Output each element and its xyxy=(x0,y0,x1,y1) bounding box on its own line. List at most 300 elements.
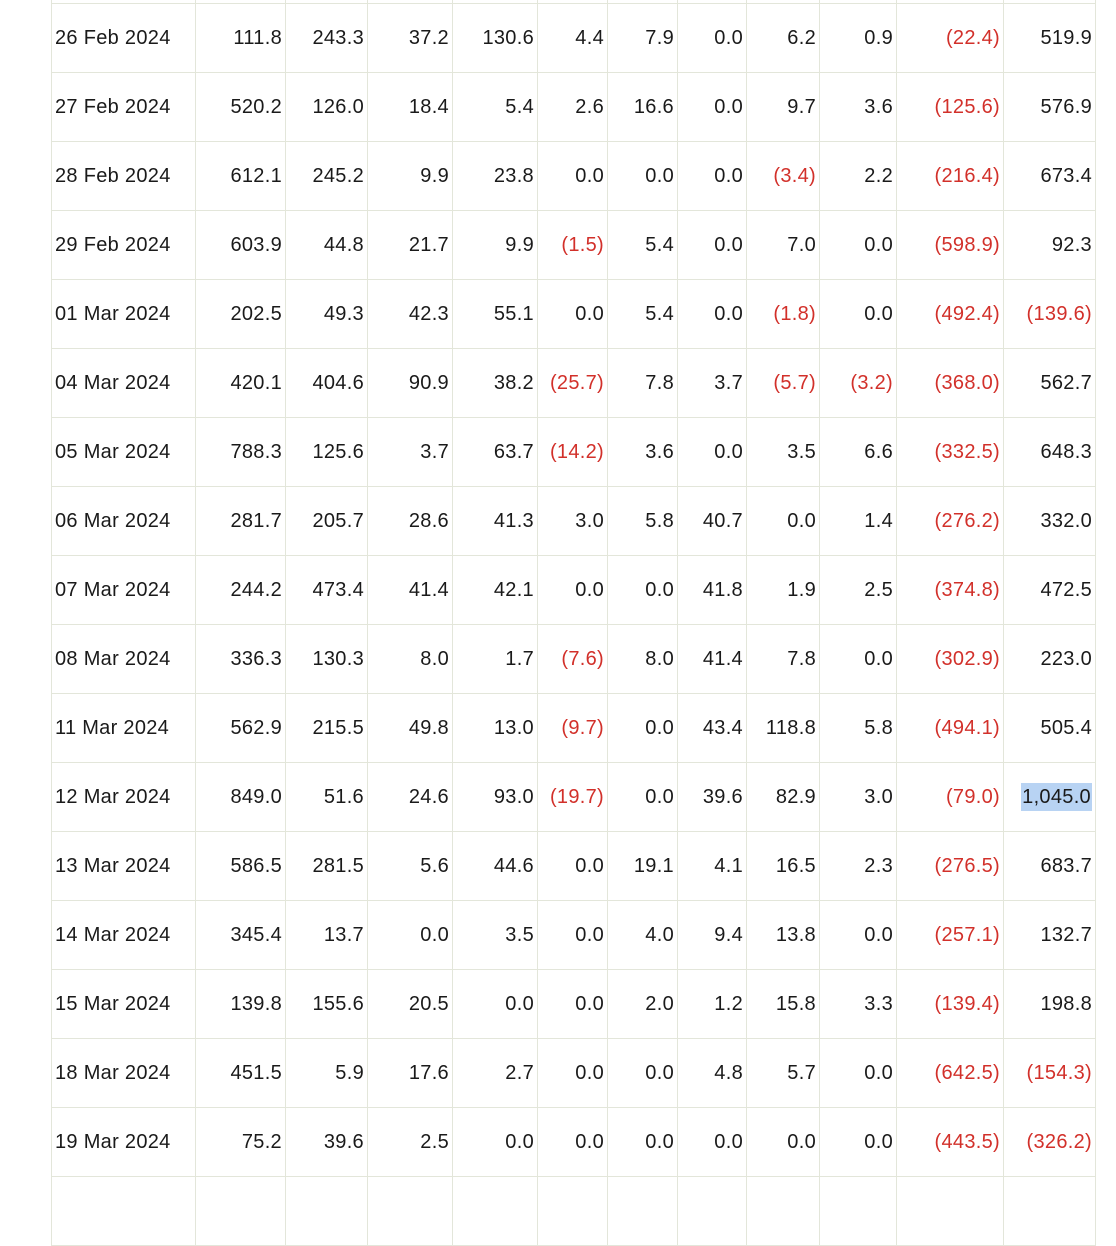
value-cell[interactable] xyxy=(678,418,747,487)
table-row xyxy=(52,970,1096,1039)
value-cell[interactable] xyxy=(678,1177,747,1246)
value-cell[interactable] xyxy=(678,556,747,625)
cell-value: 82.9 xyxy=(775,785,816,808)
cell-value: (326.2) xyxy=(1026,1130,1092,1153)
value-cell[interactable] xyxy=(196,625,286,694)
value-cell[interactable] xyxy=(196,901,286,970)
cell-value: 244.2 xyxy=(230,578,282,601)
value-cell[interactable] xyxy=(820,349,897,418)
value-cell[interactable] xyxy=(1004,73,1096,142)
value-cell[interactable] xyxy=(747,1177,820,1246)
value-cell[interactable] xyxy=(820,832,897,901)
value-cell[interactable] xyxy=(820,625,897,694)
value-cell[interactable] xyxy=(747,280,820,349)
value-cell[interactable] xyxy=(820,901,897,970)
value-cell[interactable] xyxy=(286,4,368,73)
value-cell[interactable] xyxy=(368,73,453,142)
value-cell[interactable] xyxy=(196,4,286,73)
value-cell[interactable] xyxy=(286,832,368,901)
value-cell[interactable] xyxy=(608,832,678,901)
cell-value: 4.4 xyxy=(575,26,604,49)
value-cell[interactable] xyxy=(368,556,453,625)
value-cell[interactable] xyxy=(608,1039,678,1108)
value-cell[interactable] xyxy=(538,418,608,487)
value-cell[interactable] xyxy=(368,418,453,487)
cell-value: 63.7 xyxy=(493,440,534,463)
cell-value: 586.5 xyxy=(230,854,282,877)
value-cell[interactable] xyxy=(538,832,608,901)
value-cell[interactable] xyxy=(747,625,820,694)
value-cell[interactable] xyxy=(608,142,678,211)
cell-value: (302.9) xyxy=(934,647,1000,670)
value-cell[interactable] xyxy=(747,418,820,487)
value-cell[interactable] xyxy=(747,73,820,142)
cell-value: 3.5 xyxy=(505,923,534,946)
cell-value: 16.5 xyxy=(775,854,816,877)
value-cell[interactable] xyxy=(196,73,286,142)
value-cell[interactable] xyxy=(1004,4,1096,73)
cell-value: 505.4 xyxy=(1040,716,1092,739)
value-cell[interactable] xyxy=(1004,1039,1096,1108)
date-cell[interactable]: 15 Mar 2024 xyxy=(52,970,196,1039)
value-cell[interactable] xyxy=(1004,556,1096,625)
value-cell[interactable] xyxy=(196,487,286,556)
value-cell[interactable] xyxy=(538,487,608,556)
cell-value: (1.8) xyxy=(773,302,816,325)
cell-value: 2.5 xyxy=(420,1130,449,1153)
value-cell[interactable] xyxy=(453,832,538,901)
cell-value: (25.7) xyxy=(549,371,604,394)
value-cell[interactable] xyxy=(453,1039,538,1108)
date-cell[interactable]: 19 Mar 2024 xyxy=(52,1108,196,1177)
value-cell[interactable] xyxy=(286,142,368,211)
cell-value: 9.9 xyxy=(420,164,449,187)
table-row xyxy=(52,901,1096,970)
value-cell[interactable] xyxy=(538,4,608,73)
value-cell[interactable] xyxy=(678,625,747,694)
value-cell[interactable] xyxy=(1004,349,1096,418)
value-cell[interactable] xyxy=(897,763,1004,832)
cell-value: 9.9 xyxy=(505,233,534,256)
cell-value: (9.7) xyxy=(561,716,604,739)
value-cell[interactable] xyxy=(453,280,538,349)
value-cell[interactable] xyxy=(1004,142,1096,211)
value-cell[interactable] xyxy=(747,211,820,280)
cell-value: 40.7 xyxy=(702,509,743,532)
value-cell[interactable] xyxy=(368,832,453,901)
value-cell[interactable] xyxy=(820,280,897,349)
value-cell[interactable] xyxy=(747,4,820,73)
value-cell[interactable] xyxy=(608,556,678,625)
value-cell[interactable] xyxy=(747,487,820,556)
value-cell[interactable] xyxy=(897,73,1004,142)
value-cell[interactable] xyxy=(368,280,453,349)
cell-value: 0.0 xyxy=(575,164,604,187)
date-cell[interactable]: 11 Mar 2024 xyxy=(52,694,196,763)
value-cell[interactable] xyxy=(368,1108,453,1177)
value-cell[interactable] xyxy=(1004,487,1096,556)
value-cell[interactable] xyxy=(1004,694,1096,763)
value-cell[interactable] xyxy=(608,4,678,73)
cell-value: 5.8 xyxy=(864,716,893,739)
value-cell[interactable] xyxy=(820,73,897,142)
value-cell[interactable] xyxy=(538,1177,608,1246)
selected-value-cell[interactable] xyxy=(1004,763,1096,832)
date-cell[interactable]: 08 Mar 2024 xyxy=(52,625,196,694)
cell-value: 7.9 xyxy=(645,26,674,49)
value-cell[interactable] xyxy=(608,970,678,1039)
cell-value: 18.4 xyxy=(408,95,449,118)
value-cell[interactable] xyxy=(196,142,286,211)
cell-value: 21.7 xyxy=(408,233,449,256)
table-row xyxy=(52,280,1096,349)
value-cell[interactable] xyxy=(820,556,897,625)
value-cell[interactable] xyxy=(538,970,608,1039)
cell-value: 0.0 xyxy=(787,509,816,532)
value-cell[interactable] xyxy=(368,625,453,694)
value-cell[interactable] xyxy=(196,763,286,832)
value-cell[interactable] xyxy=(538,73,608,142)
cell-value: (443.5) xyxy=(934,1130,1000,1153)
value-cell[interactable] xyxy=(538,901,608,970)
cell-value: 0.0 xyxy=(714,95,743,118)
cell-value: 3.7 xyxy=(420,440,449,463)
cell-value: 2.3 xyxy=(864,854,893,877)
table-row xyxy=(52,418,1096,487)
value-cell[interactable] xyxy=(820,970,897,1039)
cell-value: 7.0 xyxy=(787,233,816,256)
cell-value: 0.0 xyxy=(714,233,743,256)
value-cell[interactable] xyxy=(286,73,368,142)
value-cell[interactable] xyxy=(608,211,678,280)
value-cell[interactable] xyxy=(897,556,1004,625)
table-row xyxy=(52,4,1096,73)
cell-value: 44.6 xyxy=(493,854,534,877)
value-cell[interactable] xyxy=(286,211,368,280)
value-cell[interactable] xyxy=(747,694,820,763)
value-cell[interactable] xyxy=(608,487,678,556)
value-cell[interactable] xyxy=(286,280,368,349)
value-cell[interactable] xyxy=(897,142,1004,211)
value-cell[interactable] xyxy=(1004,970,1096,1039)
table-row xyxy=(52,832,1096,901)
date-cell[interactable]: 06 Mar 2024 xyxy=(52,487,196,556)
value-cell[interactable] xyxy=(747,970,820,1039)
cell-value: 5.4 xyxy=(645,233,674,256)
value-cell[interactable] xyxy=(196,280,286,349)
value-cell[interactable] xyxy=(286,349,368,418)
cell-value: 1,045.0 xyxy=(1021,783,1092,811)
value-cell[interactable] xyxy=(538,280,608,349)
value-cell[interactable] xyxy=(608,1108,678,1177)
value-cell[interactable] xyxy=(1004,1108,1096,1177)
cell-value: 3.3 xyxy=(864,992,893,1015)
cell-value: 13.7 xyxy=(323,923,364,946)
cell-value: 345.4 xyxy=(230,923,282,946)
value-cell[interactable] xyxy=(897,487,1004,556)
value-cell[interactable] xyxy=(368,694,453,763)
date-cell[interactable]: 05 Mar 2024 xyxy=(52,418,196,487)
cell-value: 215.5 xyxy=(312,716,364,739)
value-cell[interactable] xyxy=(538,694,608,763)
cell-value: 683.7 xyxy=(1040,854,1092,877)
value-cell[interactable] xyxy=(453,349,538,418)
value-cell[interactable] xyxy=(608,763,678,832)
date-cell[interactable]: 27 Feb 2024 xyxy=(52,73,196,142)
value-cell[interactable] xyxy=(368,4,453,73)
cell-value: 38.2 xyxy=(493,371,534,394)
value-cell[interactable] xyxy=(538,211,608,280)
cell-value: 0.0 xyxy=(714,164,743,187)
value-cell[interactable] xyxy=(747,832,820,901)
value-cell[interactable] xyxy=(897,625,1004,694)
cell-value: 5.8 xyxy=(645,509,674,532)
date-cell[interactable]: 12 Mar 2024 xyxy=(52,763,196,832)
value-cell[interactable] xyxy=(1004,1177,1096,1246)
cell-value: 75.2 xyxy=(241,1130,282,1153)
cell-value: 2.5 xyxy=(864,578,893,601)
cell-value: 0.0 xyxy=(575,1061,604,1084)
value-cell[interactable] xyxy=(678,763,747,832)
value-cell[interactable] xyxy=(897,418,1004,487)
value-cell[interactable] xyxy=(453,73,538,142)
cell-value: 519.9 xyxy=(1040,26,1092,49)
value-cell[interactable] xyxy=(368,901,453,970)
value-cell[interactable] xyxy=(897,280,1004,349)
value-cell[interactable] xyxy=(820,4,897,73)
value-cell[interactable] xyxy=(196,349,286,418)
value-cell[interactable] xyxy=(897,1177,1004,1246)
value-cell[interactable] xyxy=(678,901,747,970)
value-cell[interactable] xyxy=(678,1039,747,1108)
value-cell[interactable] xyxy=(897,1039,1004,1108)
cell-value: 9.7 xyxy=(787,95,816,118)
value-cell[interactable] xyxy=(196,970,286,1039)
value-cell[interactable] xyxy=(608,418,678,487)
cell-value: 451.5 xyxy=(230,1061,282,1084)
cell-value: 5.9 xyxy=(335,1061,364,1084)
value-cell[interactable] xyxy=(196,694,286,763)
value-cell[interactable] xyxy=(196,556,286,625)
value-cell[interactable] xyxy=(678,73,747,142)
value-cell[interactable] xyxy=(453,487,538,556)
value-cell[interactable] xyxy=(453,211,538,280)
value-cell[interactable] xyxy=(368,211,453,280)
value-cell[interactable] xyxy=(897,970,1004,1039)
value-cell[interactable] xyxy=(453,556,538,625)
cell-value: 118.8 xyxy=(765,716,816,739)
value-cell[interactable] xyxy=(538,625,608,694)
value-cell[interactable] xyxy=(196,1177,286,1246)
date-cell[interactable]: 07 Mar 2024 xyxy=(52,556,196,625)
value-cell[interactable] xyxy=(1004,280,1096,349)
value-cell[interactable] xyxy=(608,694,678,763)
value-cell[interactable] xyxy=(453,4,538,73)
date-cell[interactable]: 14 Mar 2024 xyxy=(52,901,196,970)
cell-value: 139.8 xyxy=(230,992,282,1015)
cell-value: 55.1 xyxy=(493,302,534,325)
cell-value: (276.2) xyxy=(934,509,1000,532)
cell-value: (1.5) xyxy=(561,233,604,256)
cell-value: 132.7 xyxy=(1040,923,1092,946)
value-cell[interactable] xyxy=(286,1108,368,1177)
value-cell[interactable] xyxy=(820,487,897,556)
value-cell[interactable] xyxy=(286,1039,368,1108)
value-cell[interactable] xyxy=(1004,832,1096,901)
value-cell[interactable] xyxy=(196,1039,286,1108)
cell-value: 3.5 xyxy=(787,440,816,463)
value-cell[interactable] xyxy=(538,1039,608,1108)
cell-value: 16.6 xyxy=(633,95,674,118)
value-cell[interactable] xyxy=(897,832,1004,901)
value-cell[interactable] xyxy=(286,556,368,625)
value-cell[interactable] xyxy=(368,763,453,832)
value-cell[interactable] xyxy=(608,73,678,142)
cell-value: 281.7 xyxy=(230,509,282,532)
value-cell[interactable] xyxy=(453,1108,538,1177)
value-cell[interactable] xyxy=(747,1108,820,1177)
value-cell[interactable] xyxy=(678,349,747,418)
value-cell[interactable] xyxy=(286,970,368,1039)
value-cell[interactable] xyxy=(286,1177,368,1246)
value-cell[interactable] xyxy=(196,1108,286,1177)
value-cell[interactable] xyxy=(286,418,368,487)
cell-value: 472.5 xyxy=(1040,578,1092,601)
value-cell[interactable] xyxy=(820,1177,897,1246)
value-cell[interactable] xyxy=(453,625,538,694)
value-cell[interactable] xyxy=(678,970,747,1039)
cell-value: 39.6 xyxy=(323,1130,364,1153)
value-cell[interactable] xyxy=(608,625,678,694)
cell-value: 562.9 xyxy=(230,716,282,739)
value-cell[interactable] xyxy=(747,763,820,832)
value-cell[interactable] xyxy=(368,970,453,1039)
value-cell[interactable] xyxy=(820,142,897,211)
value-cell[interactable] xyxy=(538,349,608,418)
cell-value: 49.3 xyxy=(323,302,364,325)
cell-value: 130.6 xyxy=(482,26,534,49)
value-cell[interactable] xyxy=(368,1039,453,1108)
value-cell[interactable] xyxy=(897,1108,1004,1177)
cell-value: 17.6 xyxy=(408,1061,449,1084)
value-cell[interactable] xyxy=(196,211,286,280)
value-cell[interactable] xyxy=(453,1177,538,1246)
cell-value: (598.9) xyxy=(934,233,1000,256)
value-cell[interactable] xyxy=(820,211,897,280)
value-cell[interactable] xyxy=(1004,901,1096,970)
value-cell[interactable] xyxy=(453,763,538,832)
value-cell[interactable] xyxy=(286,901,368,970)
value-cell[interactable] xyxy=(747,349,820,418)
table-row xyxy=(52,763,1096,832)
value-cell[interactable] xyxy=(368,142,453,211)
value-cell[interactable] xyxy=(368,487,453,556)
cell-value: 0.0 xyxy=(864,1061,893,1084)
value-cell[interactable] xyxy=(678,142,747,211)
value-cell[interactable] xyxy=(1004,418,1096,487)
value-cell[interactable] xyxy=(678,832,747,901)
value-cell[interactable] xyxy=(1004,211,1096,280)
value-cell[interactable] xyxy=(538,763,608,832)
value-cell[interactable] xyxy=(196,832,286,901)
value-cell[interactable] xyxy=(897,211,1004,280)
date-cell[interactable] xyxy=(52,1177,196,1246)
value-cell[interactable] xyxy=(196,418,286,487)
value-cell[interactable] xyxy=(538,142,608,211)
date-cell[interactable]: 26 Feb 2024 xyxy=(52,4,196,73)
value-cell[interactable] xyxy=(747,901,820,970)
value-cell[interactable] xyxy=(453,418,538,487)
cell-value: 603.9 xyxy=(230,233,282,256)
value-cell[interactable] xyxy=(747,1039,820,1108)
value-cell[interactable] xyxy=(286,694,368,763)
value-cell[interactable] xyxy=(678,280,747,349)
value-cell[interactable] xyxy=(286,625,368,694)
value-cell[interactable] xyxy=(608,901,678,970)
cell-value: 6.2 xyxy=(787,26,816,49)
cell-value: 24.6 xyxy=(408,785,449,808)
value-cell[interactable] xyxy=(678,211,747,280)
value-cell[interactable] xyxy=(678,694,747,763)
value-cell[interactable] xyxy=(453,694,538,763)
value-cell[interactable] xyxy=(820,694,897,763)
value-cell[interactable] xyxy=(897,694,1004,763)
value-cell[interactable] xyxy=(538,556,608,625)
cell-value: 0.0 xyxy=(645,716,674,739)
cell-value: 3.0 xyxy=(575,509,604,532)
value-cell[interactable] xyxy=(678,4,747,73)
value-cell[interactable] xyxy=(897,4,1004,73)
value-cell[interactable] xyxy=(453,901,538,970)
value-cell[interactable] xyxy=(453,142,538,211)
value-cell[interactable] xyxy=(820,1039,897,1108)
value-cell[interactable] xyxy=(286,487,368,556)
cell-value: 0.0 xyxy=(575,992,604,1015)
cell-value: 849.0 xyxy=(230,785,282,808)
cell-value: 0.0 xyxy=(575,578,604,601)
date-cell[interactable]: 13 Mar 2024 xyxy=(52,832,196,901)
cell-value: 155.6 xyxy=(312,992,364,1015)
date-cell[interactable]: 01 Mar 2024 xyxy=(52,280,196,349)
date-cell[interactable]: 29 Feb 2024 xyxy=(52,211,196,280)
date-cell[interactable]: 18 Mar 2024 xyxy=(52,1039,196,1108)
value-cell[interactable] xyxy=(368,349,453,418)
value-cell[interactable] xyxy=(678,1108,747,1177)
date-cell[interactable]: 28 Feb 2024 xyxy=(52,142,196,211)
cell-value: 473.4 xyxy=(312,578,364,601)
value-cell[interactable] xyxy=(747,142,820,211)
date-cell[interactable]: 04 Mar 2024 xyxy=(52,349,196,418)
value-cell[interactable] xyxy=(820,418,897,487)
value-cell[interactable] xyxy=(747,556,820,625)
cell-value: 0.0 xyxy=(714,440,743,463)
value-cell[interactable] xyxy=(608,349,678,418)
value-cell[interactable] xyxy=(608,1177,678,1246)
cell-value: (7.6) xyxy=(561,647,604,670)
value-cell[interactable] xyxy=(820,763,897,832)
cell-value: 23.8 xyxy=(493,164,534,187)
value-cell[interactable] xyxy=(608,280,678,349)
value-cell[interactable] xyxy=(897,349,1004,418)
value-cell[interactable] xyxy=(538,1108,608,1177)
value-cell[interactable] xyxy=(897,901,1004,970)
value-cell[interactable] xyxy=(678,487,747,556)
value-cell[interactable] xyxy=(368,1177,453,1246)
value-cell[interactable] xyxy=(820,1108,897,1177)
value-cell[interactable] xyxy=(286,763,368,832)
value-cell[interactable] xyxy=(1004,625,1096,694)
value-cell[interactable] xyxy=(453,970,538,1039)
